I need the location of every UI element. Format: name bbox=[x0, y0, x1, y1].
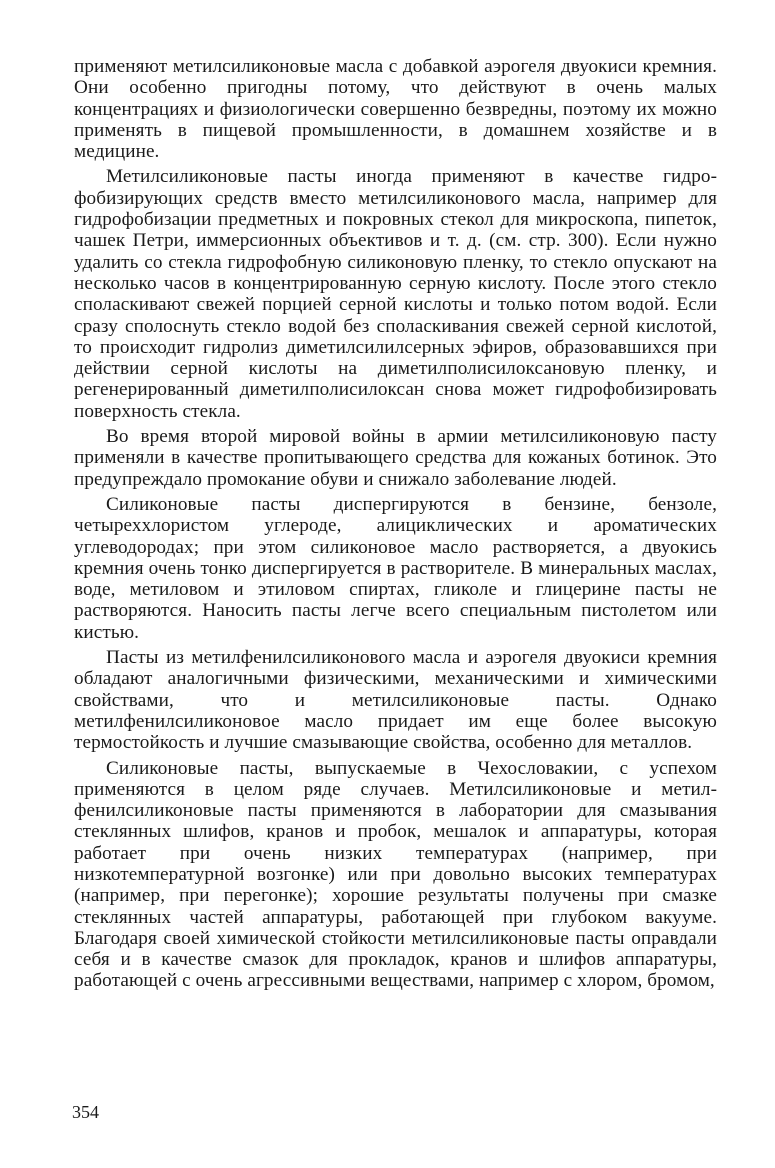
page-number: 354 bbox=[72, 1102, 99, 1122]
paragraph-continuation: применяют метилсиликоновые масла с добавкой аэрогеля двуокиси кремния. Они особенно пригодны потому, что действуют в очень малых концентрациях и физиологически совершенно безвредны, поэтому их можно применять в пищевой промышленности, в домашнем хозяйстве и в медицине. bbox=[74, 56, 717, 163]
page-body bbox=[74, 56, 717, 996]
paragraph-czechoslovakia: Силиконовые пасты, выпускаемые в Чехословакии, с успехом применяются в целом ряде случаев. Метилсиликоновые и метилфенилсиликоновые пасты применяются в лаборатории для смазывания стеклянных шлифов, кранов и пробок, мешалок и аппаратуры, которая работает при очень низких температурах (например, при низкотемпературной возгонке) или при довольно высоких температурах (например, при перегонке); хорошие результаты получены при смазке стеклянных частей аппаратуры, работающей при глубоком вакууме. Благодаря своей химической стойкости метилсиликоновые пасты оправдали себя и в качестве смазок для прокладок, кранов и шлифов аппаратуры, работающей с очень агрессивными веществами, например с хлором, бромом, bbox=[74, 757, 717, 992]
paragraph-dispersion: Силиконовые пасты диспергируются в бензине, бензоле, четыреххлористом углероде, алициклических и ароматических углеводородах; при этом силиконовое масло растворяется, а двуокись кремния очень тонко диспергируется в растворителе. В минеральных маслах, воде, метиловом и этиловом спиртах, гликоле и глицерине пасты не растворяются. Наносить пасты легче всего специальным пистолетом или кистью. bbox=[74, 493, 717, 643]
paragraph-methylsilicone-pastes: Метилсиликоновые пасты иногда применяют в качестве гидрофобизирующих средств вместо метилсиликонового масла, например для гидрофобизации предметных и покровных стекол для микроскопа, пипеток, чашек Петри, иммерсионных объективов и т. д. (см. стр. 300). Если нужно удалить со стекла гидрофобную силиконовую пленку, то стекло опускают на несколько часов в концентрированную серную кислоту. После этого стекло споласкивают свежей порцией серной кислоты и только потом водой. Если сразу сполоснуть стекло водой без споласкивания свежей серной кислотой, то происходит гидролиз диметилсилилсерных эфиров, образовавшихся при действии серной кислоты на диметилполисилоксановую пленку, и регенерированный диметилполисилоксан снова может гидрофобизировать поверхность стекла. bbox=[74, 166, 717, 422]
paragraph-world-war: Во время второй мировой войны в армии метилсиликоновую пасту применяли в качестве пропитывающего средства для кожаных ботинок. Это предупреждало промокание обуви и снижало заболевание людей. bbox=[74, 426, 717, 490]
paragraph-methylphenyl-pastes: Пасты из метилфенилсиликонового масла и аэрогеля двуокиси кремния обладают аналогичными физическими, механическими и химическими свойствами, что и метилсиликоновые пасты. Однако метилфенилсиликоновое масло придает им еще более высокую термостойкость и лучшие смазывающие свойства, особенно для металлов. bbox=[74, 647, 717, 754]
